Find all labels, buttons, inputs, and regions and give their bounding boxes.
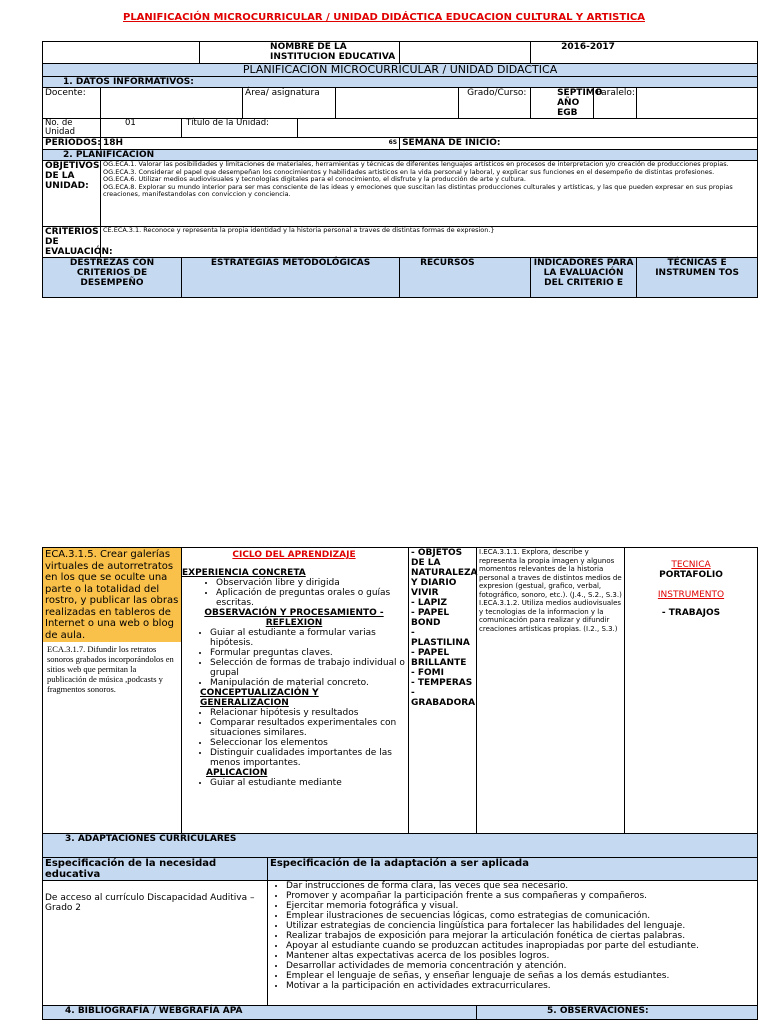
adaptacion-item: • Emplear ilustraciones de secuencias lógicas, como estrategias de comunicación. [286, 911, 755, 921]
tecnica-label: TECNICA [671, 560, 711, 570]
recurso-item: - PAPEL BRILLANTE [411, 648, 467, 668]
apl-item: • Guiar al estudiante mediante [210, 778, 406, 788]
adaptacion-item: • Motivar a la participación en actividades extracurriculares. [286, 981, 755, 991]
objetivo-4: OG.ECA.8. Explorar su mundo interior para ser mas consciente de las ideas y emociones que suscitan las distintas producciones culturales y artísticas, y las que pueden expresar en sus propias creaciones, manifestandolas con conviccion y conciencia. [103, 182, 733, 198]
tecnicas-cell [625, 548, 758, 834]
adaptacion-item: • Realizar trabajos de exposición para mejorar la articulación fonética de ciertas palabras. [286, 931, 755, 941]
criterios-label: CRITERIOS DE EVALUACIÓN: [43, 227, 101, 258]
adaptacion-item: • Ejercitar memoria fotográfica y visual. [286, 901, 755, 911]
destreza-2: ECA.3.1.7. Difundir los retratos sonoros grabados incorporándolos en sitios web que permitan la publicación de música ,podcasts y fragmentos sonoros. [47, 644, 174, 694]
document-title: PLANIFICACIÓN MICROCURRICULAR / UNIDAD DIDÁCTICA EDUCACION CULTURAL Y ARTISTICA [122, 12, 645, 23]
docente-label: Docente: [43, 88, 101, 119]
obs-item: • Manipulación de material concreto. [210, 678, 406, 688]
objetivo-2: OG.ECA.3. Considerar el papel que desempeñan los conocimientos y habilidades artisticos en la vida personal y laboral, y explicar sus funciones en el desempeño de distintas profesiones. [103, 167, 715, 176]
obs-item: • Guiar al estudiante a formular varias hipótesis. [210, 628, 406, 648]
col-recursos: RECURSOS [400, 258, 531, 298]
docente-field[interactable] [101, 88, 243, 119]
area-field[interactable] [336, 88, 459, 119]
col-adaptacion: Especificación de la adaptación a ser aplicada [268, 858, 758, 881]
recurso-item: - LAPIZ [411, 598, 448, 608]
ciclo-heading: CICLO DEL APRENDIZAJE [232, 550, 356, 560]
recursos-cell [409, 548, 477, 834]
adaptacion-item: • Emplear el lenguaje de señas, y enseñar lenguaje de señas a los demás estudiantes. [286, 971, 755, 981]
header-table [42, 41, 758, 298]
col-tecnicas: TÉCNICAS E INSTRUMEN TOS [637, 258, 758, 298]
con-item: • Seleccionar los elementos [210, 738, 406, 748]
adaptacion-item: • Desarrollar actividades de memoria concentración y atención. [286, 961, 755, 971]
col-necesidad: Especificación de la necesidad educativa [43, 858, 268, 881]
adaptacion-item: • Promover y acompañar la participación frente a sus compañeras y compañeros. [286, 891, 755, 901]
necesidad-text: De acceso al currículo Discapacidad Auditiva – Grado 2 [43, 881, 268, 1006]
instrumento-label: INSTRUMENTO [657, 590, 725, 600]
adaptacion-item: • Utilizar estrategias de conciencia lingüística para fortalecer las habilidades del lenguaje. [286, 921, 755, 931]
section-bibliografia: 4. BIBLIOGRAFÍA / WEBGRAFÍA APA [43, 1006, 477, 1020]
school-year: 2016-2017 [531, 42, 758, 64]
exp-item: • Observación libre y dirigida [216, 578, 406, 588]
recurso-item: - TEMPERAS [411, 678, 473, 688]
destrezas-cell [43, 548, 182, 834]
indicadores-cell [477, 548, 625, 834]
indicador-1: I.ECA.3.1.1. Explora, describe y representa la propia imagen y algunos momentos relevantes de la historia personal a traves de distintos medios de expresion (gestual, grafico, verbal, fotográfico, sonoro, etc.). (J.4., S.2., S.3.) [479, 548, 622, 599]
grado-value: SEPTIMO AÑO EGB [531, 88, 594, 119]
institution-name-cell[interactable] [400, 42, 531, 64]
indicador-2: I.ECA.3.1.2. Utiliza medios audiovisuales y tecnologias de la informacion y la comunicación para realizar y difundir creaciones artisticas propias. (I.2., S.3.) [479, 599, 622, 633]
adaptacion-item: • Dar instrucciones de forma clara, las veces que sea necesario. [286, 881, 755, 891]
col-indicadores: INDICADORES PARA LA EVALUACIÓN DEL CRITERIO E [531, 258, 637, 298]
estrategias-cell [182, 548, 409, 834]
section-planificacion: 2. PLANIFICACION [43, 150, 758, 161]
con-heading: CONCEPTUALIZACIÓN Y GENERALIZACION [200, 688, 319, 708]
section-adaptaciones: 3. ADAPTACIONES CURRICULARES [43, 834, 758, 858]
periodos-label: PERIODOS: [43, 138, 101, 150]
unidad-no-label: No. de Unidad [43, 119, 101, 138]
grado-label: Grado/Curso: [459, 88, 531, 119]
obs-item: • Formular preguntas claves. [210, 648, 406, 658]
paralelo-field[interactable] [637, 88, 758, 119]
col-estrategias: ESTRATEGIAS METODOLÓGICAS [182, 258, 400, 298]
criterios-text: CE.ECA.3.1. Reconoce y representa la propia identidad y la historia personal a traves de distintas formas de expresion.} [101, 227, 758, 258]
recurso-item: - GRABADORA [411, 688, 476, 708]
semana-label: SEMANA DE INICIO: [400, 138, 758, 150]
con-item: • Comparar resultados experimentales con situaciones similares. [210, 718, 406, 738]
titulo-unidad-field[interactable] [298, 119, 758, 138]
body-table [42, 547, 758, 1020]
adaptacion-list [268, 881, 758, 1006]
titulo-unidad-label: Título de la Unidad: [182, 119, 298, 138]
recurso-item: - PAPEL BOND [411, 608, 450, 628]
institution-label: NOMBRE DE LA INSTITUCION EDUCATIVA [200, 42, 400, 64]
recurso-item: - FOMI [411, 668, 444, 678]
exp-item: • Aplicación de preguntas orales o guías escritas. [216, 588, 406, 608]
periodos-value: 18H 6S [101, 138, 400, 150]
con-item: • Relacionar hipótesis y resultados [210, 708, 406, 718]
destreza-highlight: ECA.3.1.5. Crear galerías virtuales de autorretratos en los que se oculte una parte o la totalidad del rostro, y publicar las obras realizadas en tableros de Internet o una web o blog de aula. [43, 548, 181, 642]
objetivos-label: OBJETIVOS DE LA UNIDAD: [43, 161, 101, 227]
col-destrezas: DESTREZAS CON CRITERIOS DE DESEMPEÑO [43, 258, 182, 298]
adaptacion-item: • Mantener altas expectativas acerca de los posibles logros. [286, 951, 755, 961]
obs-heading: OBSERVACIÓN Y PROCESAMIENTO - REFLEXION [204, 608, 384, 628]
objetivo-1: OG.ECA.1. Valorar las posibilidades y limitaciones de materiales, herramientas y técnicas de diferentes lenguajes artísticos en procesos de interpretacion y/o creación de producciones propias. [103, 160, 729, 168]
area-label: Área/ asignatura [243, 88, 336, 119]
apl-heading: APLICACION [206, 768, 268, 778]
unidad-no-value: 01 [101, 119, 182, 138]
exp-heading: EXPERIENCIA CONCRETA [182, 568, 306, 578]
trabajos-label: - TRABAJOS [661, 608, 721, 618]
paralelo-label: Paralelo: [594, 88, 637, 119]
adaptacion-item: • Apoyar al estudiante cuando se produzcan actitudes inapropiadas por parte del estudiante. [286, 941, 755, 951]
con-item: • Distinguir cualidades importantes de las menos importantes. [210, 748, 406, 768]
obs-item: • Selección de formas de trabajo individual o grupal [210, 658, 406, 678]
recurso-item: - OBJETOS DE LA NATURALEZA Y DIARIO VIVIR [411, 548, 478, 598]
objetivo-3: OG.ECA.6. Utilizar medios audiovisuales y tecnologías digitales para el conocimiento, el disfrute y la producción de arte y cultura. [103, 175, 526, 183]
portafolio-label: PORTAFOLIO [659, 570, 723, 580]
plan-title: PLANIFICACION MICROCURRICULAR / UNIDAD DIDACTICA [43, 64, 758, 77]
objetivos-list [101, 161, 758, 227]
section-datos: 1. DATOS INFORMATIVOS: [43, 77, 758, 88]
recurso-item: - PLASTILINA [411, 628, 470, 648]
logo-cell [43, 42, 200, 64]
section-observaciones: 5. OBSERVACIONES: [477, 1006, 758, 1020]
